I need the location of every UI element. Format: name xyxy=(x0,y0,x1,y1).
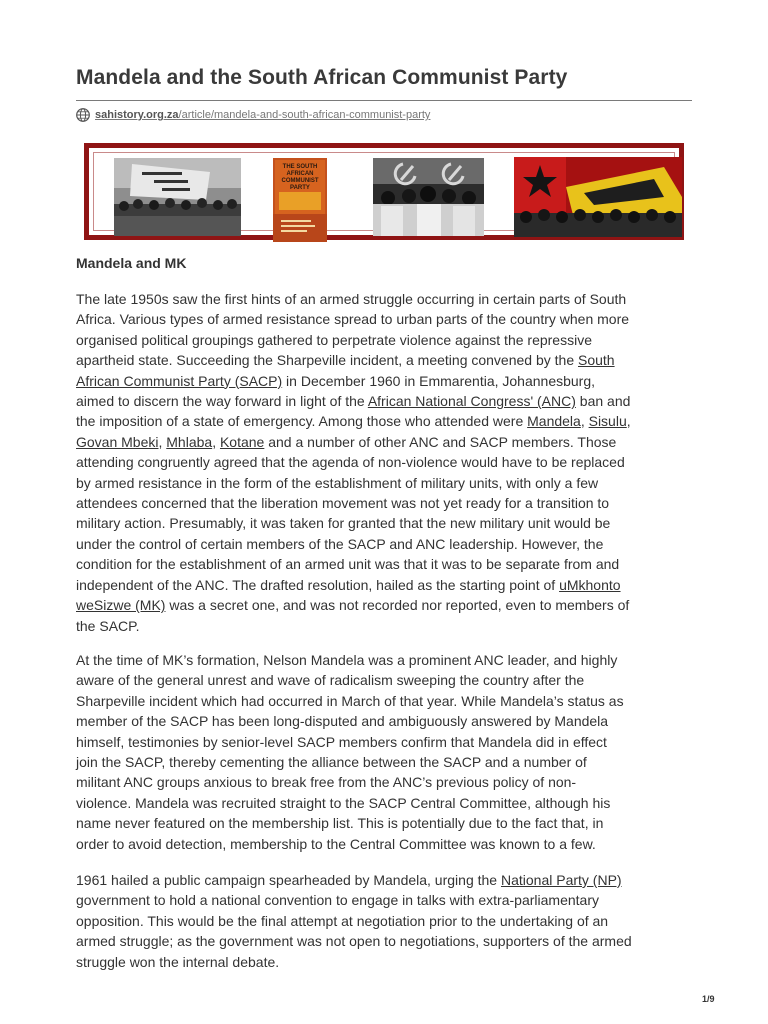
header-banner xyxy=(84,143,684,240)
p1-line-5 xyxy=(76,371,696,391)
p3-line-5: struggle won the internal debate. xyxy=(76,953,280,970)
source-line xyxy=(76,107,430,123)
mandela-link[interactable]: Mandela xyxy=(527,413,581,430)
p3-line-3: opposition. This would be the final attempt at negotiation prior to the undertaking of an xyxy=(76,912,609,929)
globe-icon xyxy=(76,108,90,122)
p1-line-8-sep-1: , xyxy=(158,433,167,450)
section-heading: Mandela and MK xyxy=(76,255,187,271)
banner-photo-book-cover xyxy=(273,158,327,242)
p1-line-7-text: the imposition of a state of emergency. Among those who attended were xyxy=(76,413,528,430)
source-link[interactable] xyxy=(95,109,430,121)
p3-line-4: armed struggle; as the government was not open to negotiations, supporters of the armed xyxy=(76,933,632,950)
p1-line-14: condition for the establishment of an armed unit was that it was to be separate from and xyxy=(76,556,620,573)
p1-line-6-text: aimed to discern the way forward in light of the xyxy=(76,393,368,410)
p1-line-4-text: apartheid state. Succeeding the Sharpeville incident, a meeting convened by the xyxy=(76,352,578,369)
p1-line-5-text: in December 1960 in Emmarentia, Johannesburg, xyxy=(282,372,596,389)
banner-photo-rally xyxy=(373,158,484,236)
source-path: /article/mandela-and-south-african-communist-party xyxy=(178,109,431,121)
p2-line-5: himself, testimonies by senior-level SACP members confirm that Mandela did in effect xyxy=(76,733,607,750)
p1-line-8 xyxy=(76,432,696,452)
p1-line-15 xyxy=(76,575,696,595)
p1-line-2: Africa. Various types of armed resistance spread to urban parts of the country when more xyxy=(76,311,630,328)
p1-line-12: military action. Presumably, it was taken for granted that the new military unit would be xyxy=(76,515,611,532)
p1-line-16 xyxy=(76,595,696,615)
p1-line-16-text: was a secret one, and was not recorded nor reported, even to members of xyxy=(165,597,630,614)
govan-mbeki-link[interactable]: Govan Mbeki xyxy=(76,433,159,450)
p2-line-8: violence. Mandela was recruited straight to the SACP Central Committee, although his xyxy=(76,794,611,811)
p1-line-8-sep-2: , xyxy=(212,433,220,450)
p2-line-1: At the time of MK’s formation, Nelson Mandela was a prominent ANC leader, and highly xyxy=(76,652,618,668)
book-title-line-4: PARTY xyxy=(290,185,310,191)
p1-line-6 xyxy=(76,391,696,411)
p1-line-9: attending congruently agreed that the agenda of non-violence would have to be replaced xyxy=(76,454,625,471)
p1-line-8-text: and a number of other ANC and SACP members. Those xyxy=(264,433,617,450)
page-number: 1/9 xyxy=(702,994,715,1004)
sacp-link-cont[interactable]: African Communist Party (SACP) xyxy=(76,372,283,389)
p1-line-6-tail: ban and xyxy=(575,393,631,410)
p2-line-2: aware of the general unrest and wave of radicalism sweeping the country after the xyxy=(76,672,585,689)
paragraph-2 xyxy=(76,650,696,854)
p1-line-11: attendees concerned that the liberation movement was not yet ready for a transition to xyxy=(76,495,610,512)
anc-link[interactable]: African National Congress' (ANC) xyxy=(367,393,576,410)
p2-line-10: order to avoid detection, membership to the Central Committee was known to a few. xyxy=(76,835,596,852)
page-title: Mandela and the South African Communist Party xyxy=(76,66,568,89)
p3-line-1-text: 1961 hailed a public campaign spearheaded by Mandela, urging the xyxy=(76,872,501,888)
p2-line-9: name never featured on the membership list. This is potentially due to the fact that, in xyxy=(76,815,604,832)
p3-line-2: government to hold a national convention to engage in talks with extra-parliamentary xyxy=(76,892,599,909)
mhlaba-link[interactable]: Mhlaba xyxy=(166,433,213,450)
p1-line-7 xyxy=(76,411,696,431)
p1-line-15-text: independent of the ANC. The drafted resolution, hailed as the starting point of xyxy=(76,576,560,593)
book-title-line-2: AFRICAN xyxy=(286,171,314,177)
p2-line-4: member of the SACP has been long-disputed and ambiguously answered by Mandela xyxy=(76,713,609,730)
sacp-link[interactable]: South xyxy=(578,352,615,369)
p1-line-7-sep: , xyxy=(580,413,589,430)
p1-line-10: by armed resistance in the form of the establishment of military units, with only a few xyxy=(76,474,599,491)
banner-photo-red-flag xyxy=(514,157,682,237)
banner-frame xyxy=(93,152,675,231)
source-domain: sahistory.org.za xyxy=(95,109,179,121)
title-divider xyxy=(76,100,692,101)
kotane-link[interactable]: Kotane xyxy=(219,433,265,450)
sisulu-link[interactable]: Sisulu xyxy=(588,413,627,430)
banner-photo-protest xyxy=(114,158,241,236)
book-title-line-3: COMMUNIST xyxy=(281,178,319,184)
p2-line-6: join the SACP, thereby cementing the alliance between the SACP and a number of xyxy=(76,754,587,771)
p1-line-13: under the control of certain members of the SACP and ANC leadership. However, the xyxy=(76,535,604,552)
p2-line-7: militant ANC groups anxious to break free from the ANC’s previous policy of non- xyxy=(76,774,577,791)
p1-line-7-comma: , xyxy=(626,413,631,430)
p1-line-1: The late 1950s saw the first hints of an armed struggle occurring in certain parts of South xyxy=(76,291,627,307)
national-party-link[interactable]: National Party (NP) xyxy=(500,872,622,888)
paragraph-3 xyxy=(76,870,696,972)
p3-line-1 xyxy=(76,870,696,890)
p2-line-3: Sharpeville incident which had occurred in March of that year. While Mandela’s status as xyxy=(76,692,624,709)
book-title-line-1: THE SOUTH xyxy=(282,164,318,170)
mk-link-cont[interactable]: weSizwe (MK) xyxy=(76,597,166,614)
p1-line-4 xyxy=(76,350,696,370)
paragraph-1 xyxy=(76,289,696,636)
mk-link[interactable]: uMkhonto xyxy=(559,576,621,593)
p1-line-17: the SACP. xyxy=(76,617,140,634)
p1-line-3: organised political groupings gathered to perpetrate violence against the repressive xyxy=(76,331,592,348)
